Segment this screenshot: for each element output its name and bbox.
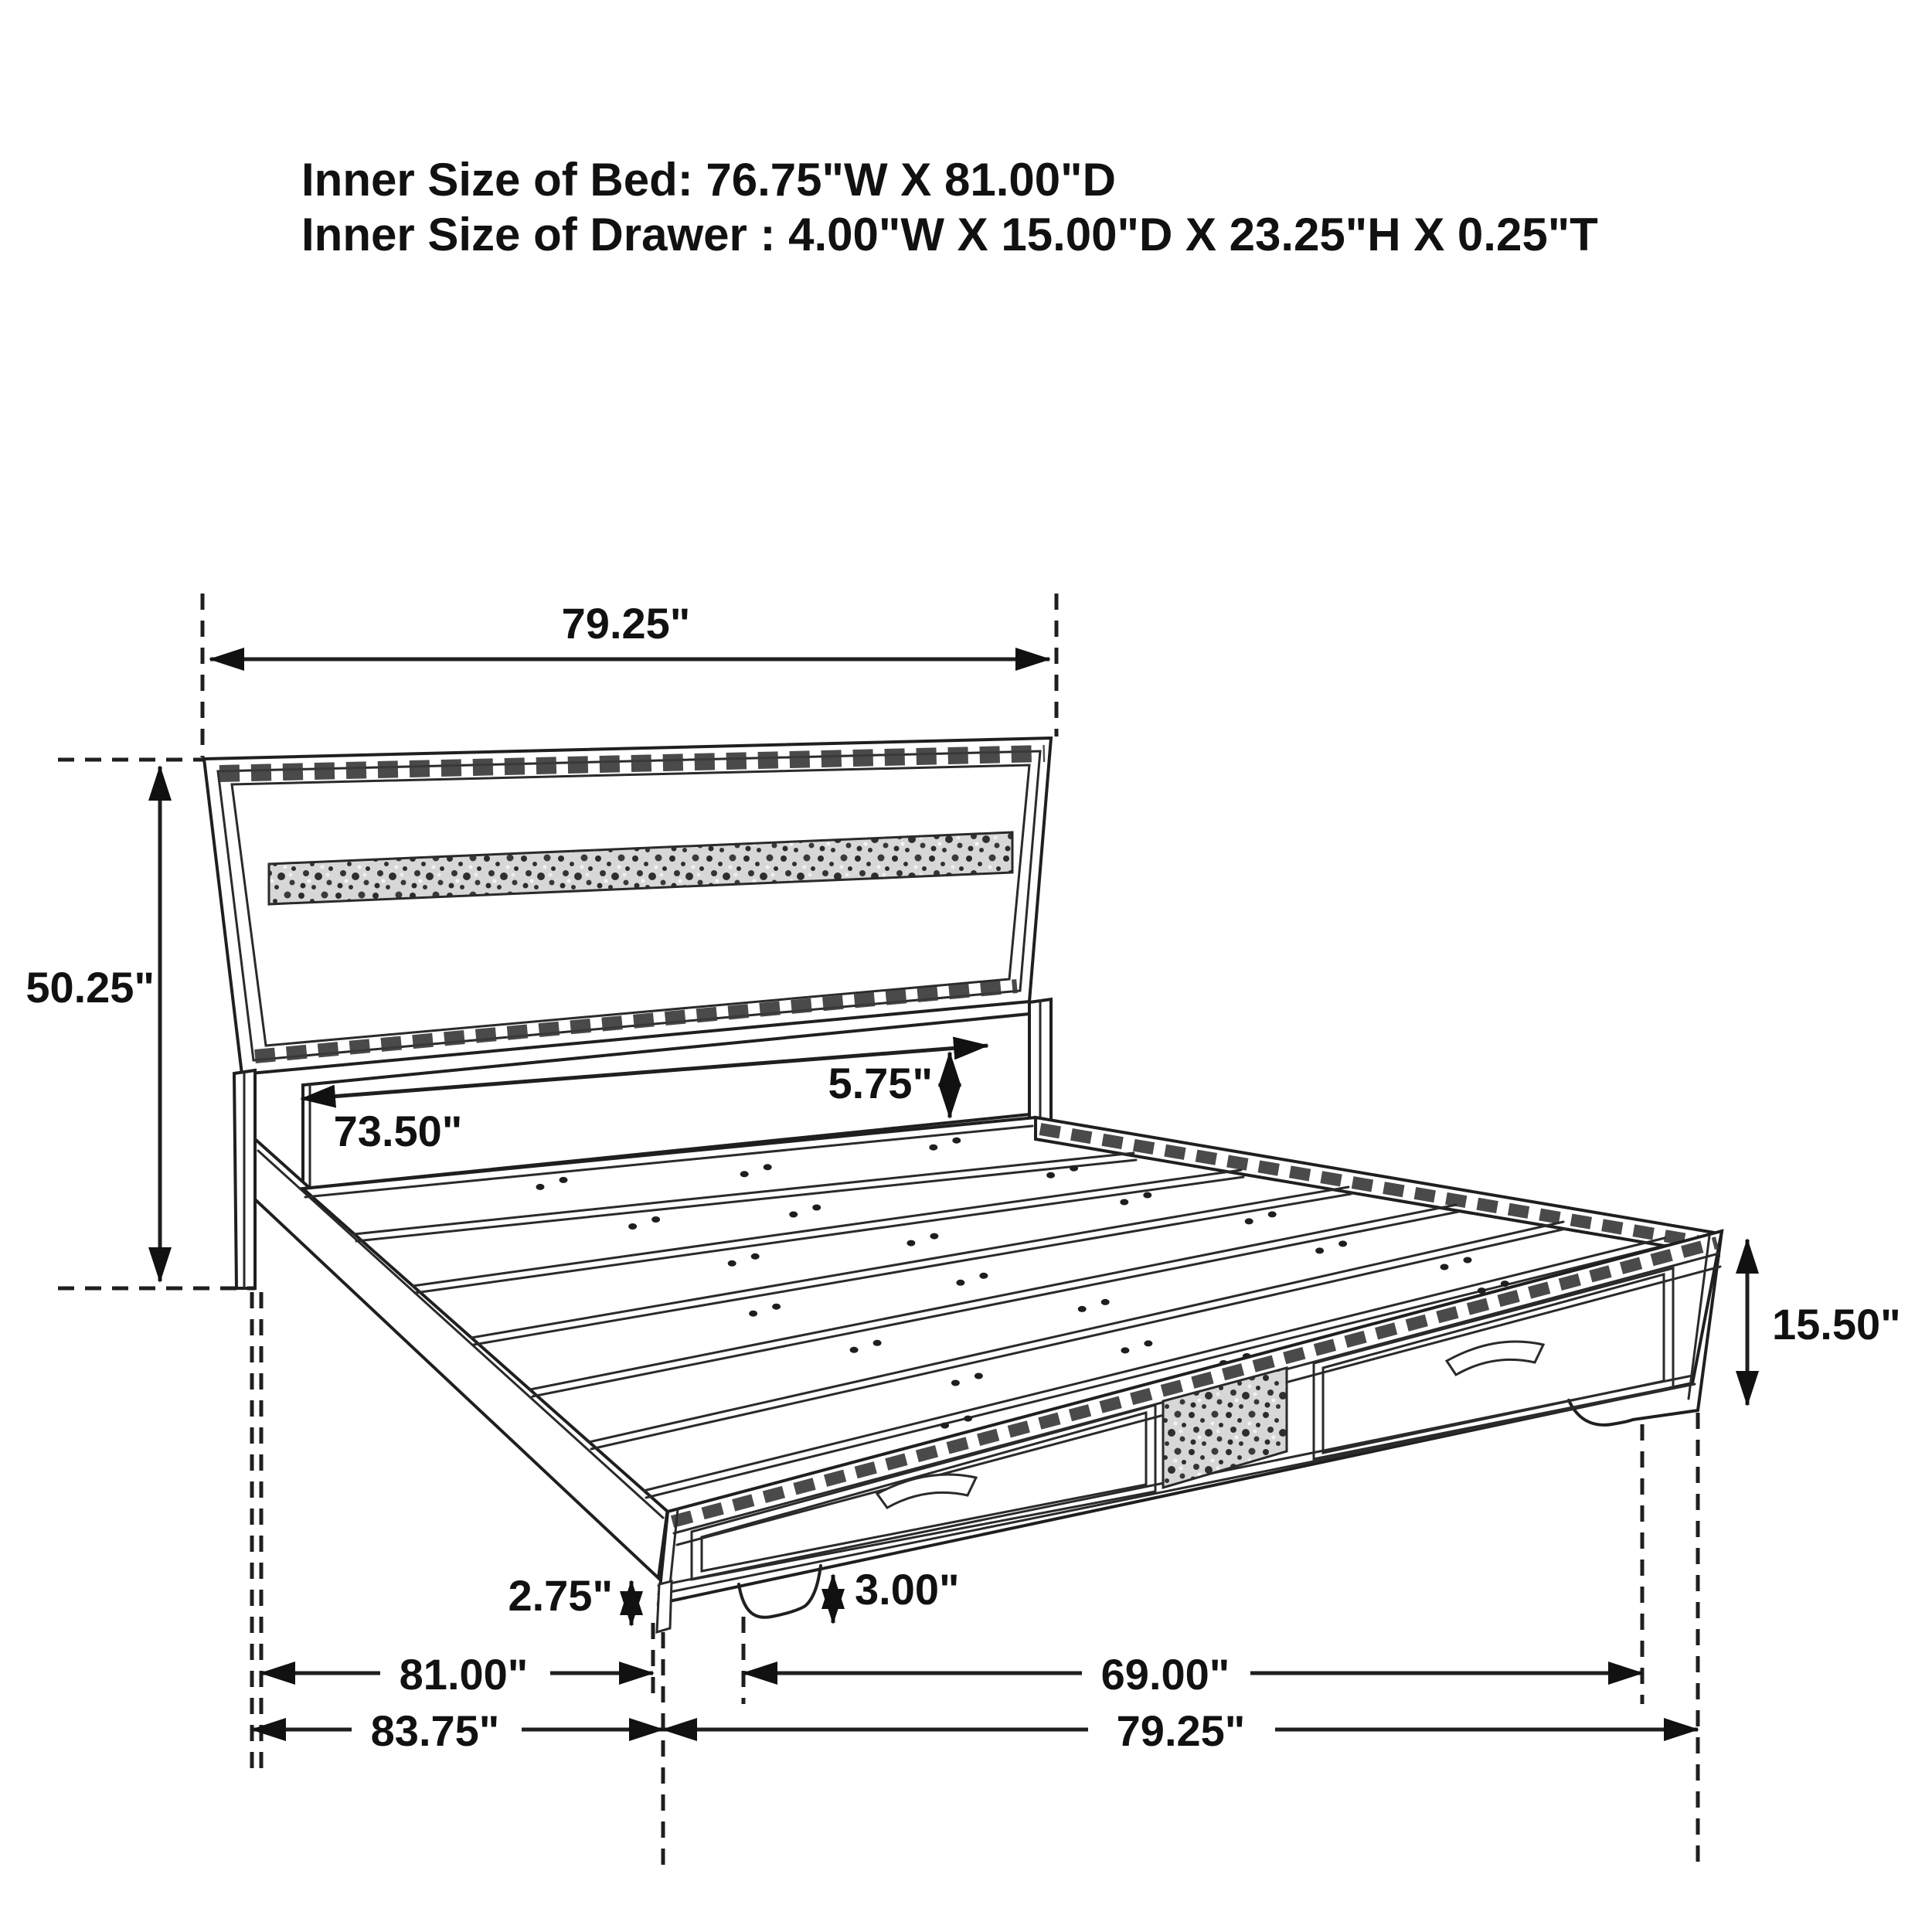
dim-back-rail-height-label: 5.75" bbox=[828, 1059, 933, 1107]
dim-foot-height-label: 3.00" bbox=[855, 1565, 960, 1614]
dim-footboard-height-label: 15.50" bbox=[1772, 1300, 1901, 1349]
dim-drawer-span-label: 69.00" bbox=[1100, 1650, 1230, 1699]
dim-headboard-height-label: 50.25" bbox=[26, 963, 155, 1012]
dim-footboard-height bbox=[1747, 1240, 1901, 1405]
right-foot-bottom bbox=[1633, 1410, 1698, 1420]
footboard-left-foot bbox=[657, 1581, 672, 1632]
dim-overall-length bbox=[252, 1706, 663, 1755]
header-notes bbox=[301, 154, 1598, 260]
dim-side-overhang-label: 2.75" bbox=[508, 1571, 613, 1620]
inner-size-drawer-note: Inner Size of Drawer : 4.00"W X 15.00"D X 23.25"H X 0.25"T bbox=[301, 209, 1598, 260]
dim-inner-length bbox=[261, 1650, 653, 1699]
dim-inner-length-label: 81.00" bbox=[399, 1650, 529, 1699]
dim-foot-height bbox=[833, 1565, 960, 1623]
dim-overall-length-label: 83.75" bbox=[370, 1706, 500, 1755]
dim-drawer-span bbox=[743, 1650, 1642, 1699]
inner-size-bed-note: Inner Size of Bed: 76.75"W X 81.00"D bbox=[301, 154, 1116, 206]
dim-footboard-width bbox=[663, 1706, 1698, 1755]
dim-side-overhang bbox=[508, 1571, 631, 1625]
dim-inner-headboard-width-label: 73.50" bbox=[333, 1107, 463, 1155]
dim-footboard-width-label: 79.25" bbox=[1116, 1706, 1246, 1755]
dim-headboard-width bbox=[202, 594, 1056, 757]
dim-headboard-width-label: 79.25" bbox=[561, 599, 691, 648]
